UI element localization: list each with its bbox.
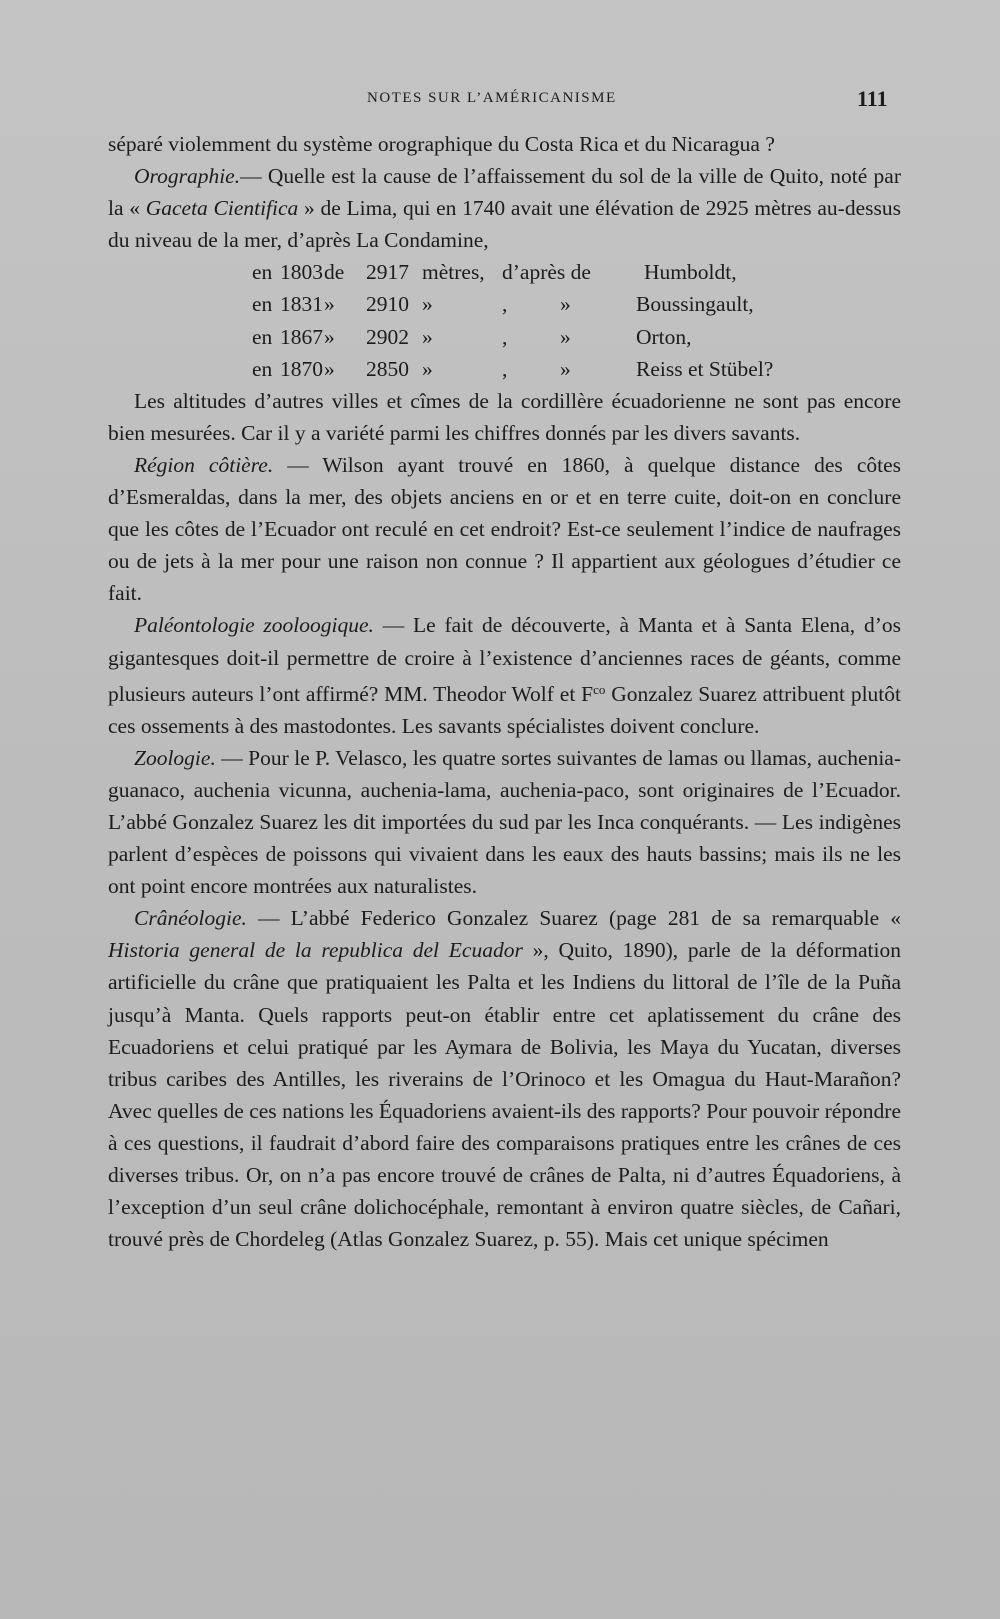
paragraph-orographie bbox=[108, 160, 901, 256]
cell-unit: » bbox=[422, 292, 433, 317]
cell-meters: 2910 bbox=[366, 292, 409, 317]
altitude-table bbox=[252, 256, 773, 384]
paragraph-text: — Pour le P. Velasco, les quatre sortes suivantes de lamas ou llamas, auchenia-guanaco, auchenia vicunna, auchenia-lama, auchenia-paco, sont originaires de l’Ecuador. L’abbé Gonzalez Suarez les dit importées du sud par les Inca conquérants. — Les indigènes parlent d’espèces de poissons qui vivaient dans les eaux des hauts bassins; mais ils ne les ont point encore montrées aux naturalistes. bbox=[108, 745, 901, 899]
cell-sep: » bbox=[560, 292, 571, 317]
cell-year: 1803 bbox=[280, 260, 323, 285]
section-heading-zoologie: Zoologie. bbox=[134, 745, 216, 770]
cell-sep: » bbox=[560, 356, 571, 381]
cell-de: de bbox=[324, 260, 345, 285]
paragraph-continuation bbox=[108, 128, 901, 160]
paragraph-text: — Le fait de découverte, à Manta et à Santa Elena, d’os gigantesques doit-il permettre de croire à l’existence d’anciennes races de géants, comme plusieurs auteurs l’ont affirmé? MM. Theodor Wolf et F bbox=[108, 613, 902, 706]
cell-de: » bbox=[324, 356, 335, 381]
page-number: 111 bbox=[857, 86, 888, 111]
body-text bbox=[108, 128, 901, 1255]
cell-comma: , bbox=[502, 356, 508, 381]
paragraph-text: séparé violemment du système orographique du Costa Rica et du Nicaragua ? bbox=[108, 132, 775, 156]
paragraph-zoologie bbox=[108, 742, 901, 902]
section-heading-region-cotiere: Région côtière. bbox=[134, 452, 274, 477]
cell-who: Humboldt, bbox=[644, 260, 737, 285]
cell-unit: » bbox=[422, 356, 433, 381]
altitude-row bbox=[252, 321, 773, 353]
cell-en: en bbox=[252, 292, 273, 317]
cell-en: en bbox=[252, 260, 273, 285]
paragraph-craneologie bbox=[108, 902, 901, 1255]
cell-comma: , bbox=[502, 324, 508, 349]
cell-year: 1831 bbox=[280, 292, 323, 317]
altitude-row bbox=[252, 353, 773, 385]
cell-unit: » bbox=[422, 324, 433, 349]
cell-year: 1870 bbox=[280, 356, 323, 381]
gazette-title: Gaceta Cientifica bbox=[145, 196, 299, 221]
cell-unit: mètres, bbox=[422, 260, 485, 285]
paragraph-altitudes bbox=[108, 385, 901, 449]
cell-year: 1867 bbox=[280, 324, 323, 349]
cell-en: en bbox=[252, 324, 273, 349]
paragraph-text: » de Lima, qui en 1740 avait une élévation de 2925 mètres au-dessus du niveau de la mer, d’après La Condamine, bbox=[108, 196, 901, 253]
section-heading-paleontologie: Paléontologie zooloogique. bbox=[134, 613, 374, 638]
cell-meters: 2917 bbox=[366, 260, 409, 285]
altitude-row bbox=[252, 256, 773, 288]
cell-en: en bbox=[252, 356, 273, 381]
running-head bbox=[0, 86, 1000, 114]
altitude-row bbox=[252, 288, 773, 320]
cell-sep: » bbox=[560, 324, 571, 349]
paragraph-text: — Wilson ayant trouvé en 1860, à quelque distance des côtes d’Esmeraldas, dans la mer, des objets anciens en or et en terre cuite, doit-on en conclure que les côtes de l’Ecuador ont reculé en cet endroit? Est-ce seulement l’indice de naufrages ou de jets à la mer pour une raison non connue ? Il appartient aux géologues d’étudier ce fait. bbox=[108, 452, 902, 606]
cell-meters: 2850 bbox=[366, 356, 409, 381]
section-heading-orographie: Orographie. bbox=[134, 164, 241, 189]
cell-apres: d’après de bbox=[502, 260, 591, 285]
running-head-title: NOTES SUR L’AMÉRICANISME bbox=[367, 90, 617, 106]
cell-de: » bbox=[324, 292, 335, 317]
paragraph-text: — L’abbé Federico Gonzalez Suarez (page 281 de sa remarquable « bbox=[246, 906, 901, 931]
paragraph-text: — Quelle est la cause de l’affaissement du sol de la ville de Quito, noté par la « bbox=[108, 164, 901, 221]
cell-de: » bbox=[324, 324, 335, 349]
cell-who: Boussingault, bbox=[636, 292, 754, 317]
cell-who: Reiss et Stübel? bbox=[636, 356, 774, 381]
paragraph-text: », Quito, 1890), parle de la déformation artificielle du crâne que pratiquaient les Palta et les Indiens du littoral de l’île de la Puña jusqu’à Manta. Quels rapports peut-on établir entre cet aplatissement du crâne des Ecuadoriens et celui pratiqué par les Aymara de Bolivia, les Maya du Yucatan, diverses tribus caribes des Antilles, les riverains de l’Orinoco et les Omagua du Haut-Marañon? Avec quelles de ces nations les Équadoriens avaient-ils des rapports? Pour pouvoir répondre à ces questions, il faudrait d’abord faire des comparaisons pratiques entre les crânes de ces diverses tribus. Or, on n’a pas encore trouvé de crânes de Palta, ni d’autres Équadoriens, à l’exception d’un seul crâne dolichocéphale, remontant à environ quatre siècles, de Cañari, trouvé près de Chordeleg (Atlas Gonzalez Suarez, p. 55). Mais cet unique spécimen bbox=[108, 938, 901, 1252]
paragraph-paleontologie bbox=[108, 609, 901, 741]
cell-comma: , bbox=[502, 292, 508, 317]
paragraph-text: Gonzalez Suarez attribuent plutôt ces ossements à des mastodontes. Les savants spécialistes doivent conclure. bbox=[108, 681, 901, 738]
paragraph-region-cotiere bbox=[108, 449, 901, 609]
cell-meters: 2902 bbox=[366, 324, 409, 349]
cell-who: Orton, bbox=[636, 324, 692, 349]
section-heading-craneologie: Crânéologie. bbox=[134, 906, 247, 931]
superscript-abbreviation: co bbox=[593, 681, 606, 697]
book-title: Historia general de la republica del Ecuador bbox=[108, 938, 523, 963]
paragraph-text: Les altitudes d’autres villes et cîmes de la cordillère écuadorienne ne sont pas encore bien mesurées. Car il y a variété parmi les chiffres donnés par les divers savants. bbox=[108, 388, 901, 445]
